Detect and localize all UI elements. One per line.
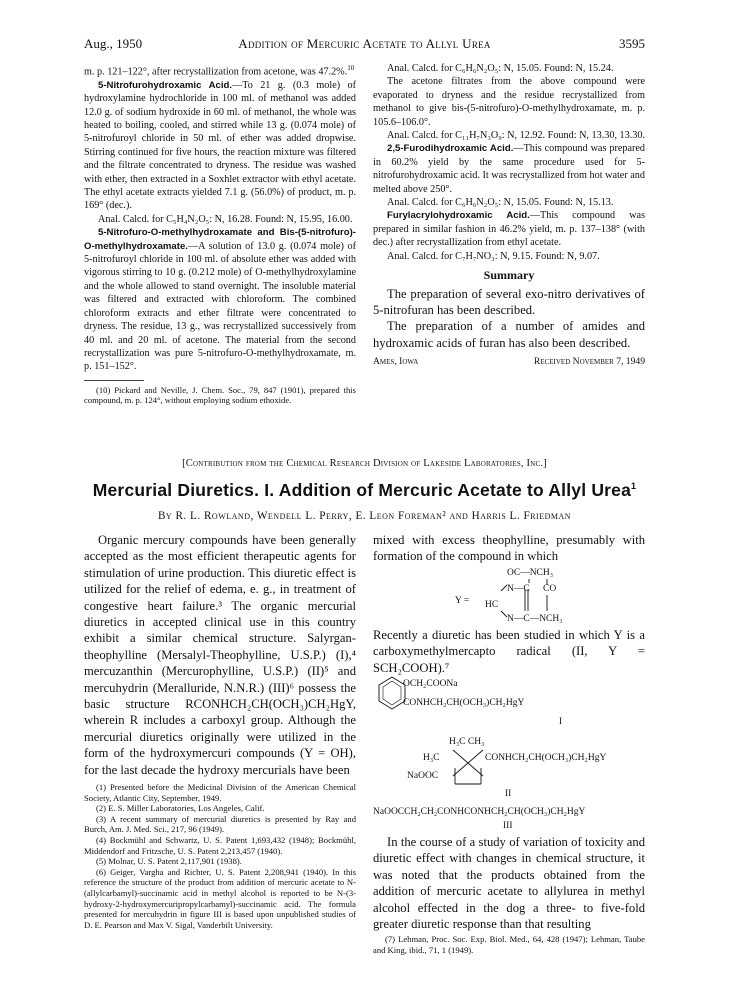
analysis-line: Anal. Calcd. for C₆H₆N₂O₅: N, 15.05. Found: N, 15.13.: [387, 197, 614, 209]
location: Ames, Iowa: [373, 356, 419, 368]
footnote: (7) Lehman, Proc. Soc. Exp. Biol. Med., 64, 428 (1947); Lehman, Taube and King, ibid., 71, 1 (1949).: [373, 934, 645, 956]
footnote: (10) Pickard and Neville, J. Chem. Soc., 79, 847 (1901), prepared this compound, m. p. 124°, without employing sodium ethoxide.: [84, 384, 356, 406]
paragraph: The acetone filtrates from the above compound were evaporated to dryness and the residue recrystallized from methanol to give bis-(5-nitrofuro)-O-methylhydroxamate, m. p. 105.6–106.0°.: [373, 76, 645, 128]
structure-ii: H₃C CH₃ H₃C NaOOC CONHCH₂CH(OCH₃)CH₂HgY II: [407, 737, 607, 800]
intro-paragraph: Organic mercury compounds have been generally accepted as the most efficient therapeutic agents for stimulation of urine production. This diuretic effect is utilized for the relief of edema, e. g., in treatment of congestive heart failure.³ The organic mercurial diuretics in accepted clinical use in this country exhibit a similar chemical structure. Salyrgan-theophylline (Mersalyl-Theophylline, U.S.P.) (I),⁴ mercuzanthin (Mercurophylline, U.S.P.) (II)⁵ and mercuhydrin (Meralluride, N.N.R.) (III)⁶ possess the basic structure RCONHCH₂CH(OCH₃)CH₂HgY, wherein R includes a carboxyl group. Although the mercurial diuretics originally were utilized in the form of the hydroxymercuri compounds (Y = OH), for the last decade the hydroxy mercurials have been: [84, 533, 356, 777]
analysis-line: Anal. Calcd. for C₁₁H₇N₃O₉: N, 12.92. Found: N, 13.30, 13.30.: [387, 130, 646, 142]
header-date: Aug., 1950: [84, 36, 143, 51]
header-page-number: 3595: [619, 36, 645, 51]
theophylline-structure: Y = OC—NCH₃ N—C CO HC N—C—NCH₃: [455, 567, 563, 624]
analysis-line: Anal. Calcd. for C₅H₄N₂O₅: N, 16.28. Found: N, 15.95, 16.00.: [98, 213, 353, 225]
analysis-line: Anal. Calcd. for C₆H₆N₂O₅: N, 15.05. Found: N, 15.24.: [387, 63, 614, 74]
top-right-column: [373, 62, 645, 369]
running-header: [84, 36, 645, 54]
structure-i: OCH₂COONa CONHCH₂CH(OCH₃)CH₂HgY I: [373, 676, 645, 734]
paragraph: Recently a diuretic has been studied in which Y is a carboxymethylmercapto radical (II, Y = SCH₂COOH).⁷: [373, 627, 645, 675]
contribution-line: [Contribution from the Chemical Research Division of Lakeside Laboratories, Inc.]: [182, 458, 547, 469]
top-left-column: [84, 62, 356, 406]
header-running-title: Addition of Mercuric Acetate to Allyl Urea: [238, 36, 491, 51]
footnote: (1) Presented before the Medicinal Division of the American Chemical Society, Atlantic City, September, 1949.: [84, 782, 356, 803]
bottom-right-column: [373, 532, 645, 956]
paragraph: 2,5-Furodihydroxamic Acid.—This compound was prepared in 60.2% yield by the same procedure used for 5-nitrofurohydroxamic acid. It was recrystallized from hot water and melted above 250°.: [373, 143, 645, 195]
paragraph: 5-Nitrofuro-O-methylhydroxamate and Bis-(5-nitrofuro)-O-methylhydroxamate.—A solution of 13.0 g. (0.074 mole) of 5-nitrofuroyl chloride in 100 ml. of absolute ether was added with vigorous stirring to 10 g. (0.212 mole) of O-methylhydroxylamine and the whole allowed to stand overnight. The insoluble material was filtered and extracted with chloroform. The combined chloroform extracts and ether filtrate were concentrated to dryness. The residue, 13 g., was recrystallized successively from 40 ml. and 20 ml. of acetone. The material from the second recrystallization was pure 5-nitrofuro-O-methylhydroxamate, m. p. 151–152°.: [84, 227, 356, 373]
paragraph: m. p. 121–122°, after recrystallization from acetone, was 47.2%.$^{10}$: [84, 64, 355, 78]
article-title: Mercurial Diuretics. I. Addition of Mercuric Acetate to Allyl Urea$^1$: [92, 480, 637, 500]
structure-iii: NaOOCCH₂CH₂CONHCONHCH₂CH(OCH₃)CH₂HgY III: [373, 807, 586, 832]
analysis-line: Anal. Calcd. for C₇H₇NO₃: N, 9.15. Found: N, 9.07.: [387, 250, 600, 262]
received-date: Received November 7, 1949: [533, 356, 645, 368]
footnote: (2) E. S. Miller Laboratories, Los Angeles, Calif.: [96, 803, 265, 814]
bottom-left-column: [84, 532, 356, 930]
footnote-rule: [84, 380, 144, 381]
footnote: (3) A recent summary of mercurial diuretics is presented by Ray and Burch, Am. J. Med. Sci., 217, 96 (1949).: [84, 813, 356, 835]
summary-paragraph: The preparation of several exo-nitro derivatives of 5-nitrofuran has been described.: [373, 286, 645, 317]
footnotes: [84, 782, 356, 930]
summary-paragraph: The preparation of a number of amides and hydroxamic acids of furan has also been described.: [373, 319, 645, 350]
footnote: (4) Bockmühl and Schwartz, U. S. Patent 1,693,432 (1948); Bockmühl, Middendorf and Fritzsche, U. S. Patent 2,213,457 (1940).: [84, 835, 356, 856]
paragraph: mixed with excess theophylline, presumably with formation of the compound in which: [373, 533, 645, 564]
ring-bonds: [481, 573, 561, 623]
summary-heading: Summary: [483, 268, 535, 283]
footnote: (5) Molnar, U. S. Patent 2,117,901 (1938).: [96, 856, 242, 867]
paragraph: Furylacrylohydroxamic Acid.—This compound was prepared in similar fashion in 46.2% yield, m. p. 137–138° (with dec.) after recrystallization from ethyl acetate.: [373, 210, 645, 249]
article-authors: By R. L. Rowland, Wendell L. Perry, E. Leon Foreman² and Harris L. Friedman: [157, 510, 572, 522]
footnote: (6) Geiger, Vargha and Richter, U. S. Patent 2,208,941 (1940). In this reference the structure of the product from addition of mercuric acetate to N-(allylcarbamyl)-succinamic acid in methyl alcohol is reported to be N-(3-hydroxy-2-hydroxymercuripropylcarbamyl)-succinamic acid. The formula presented for mercuhydrin in figure III is based upon unpublished studies of D. E. Pearson and Max V. Sigal, Vanderbilt University.: [84, 866, 356, 930]
received-line: [373, 355, 645, 368]
paragraph: 5-Nitrofurohydroxamic Acid.—To 21 g. (0.3 mole) of hydroxylamine hydrochloride in 100 ml. of methanol was added 12.0 g. of sodium hydroxide in 60 ml. of methanol, the whole was heated to boiling, cooled, and stirred while 13 g. (0.074 mole) of 5-nitrofuroyl chloride in 50 ml. of ether was added dropwise. Stirring continued for five hours, the reaction mixture was filtered and the filtrate concentrated to dryness. The residue was washed with ether, then extracted in a Soxhlet extractor with ethyl acetate. The ethyl acetate extracts yielded 7.1 g. (56.0%) of product, m. p. 169° (dec.).: [84, 79, 356, 212]
paragraph: In the course of a study of variation of toxicity and diuretic effect with changes in chemical structure, it was noted that the products obtained from the addition of mercuric acetate to allylurea in methyl alcohol effected in the dog a three- to five-fold greater diuretic response than that resulting: [373, 835, 645, 932]
cyclopentane-ring-icon: [449, 746, 489, 786]
